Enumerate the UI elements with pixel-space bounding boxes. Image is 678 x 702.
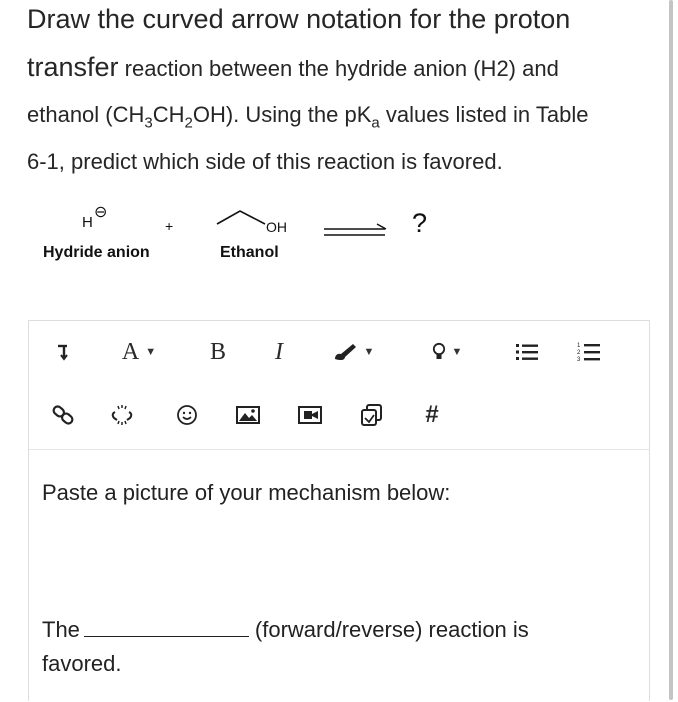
unknown-product-mark: ? xyxy=(412,208,428,238)
ethanol-skeleton-icon xyxy=(215,208,270,228)
italic-label: I xyxy=(275,338,283,365)
numbered-list-icon xyxy=(576,341,602,363)
svg-text:3: 3 xyxy=(577,357,581,363)
question-line-1: Draw the curved arrow notation for the proton xyxy=(27,4,571,34)
answer-line xyxy=(42,617,529,643)
media-icon xyxy=(297,404,323,426)
insert-emoji-button[interactable] xyxy=(173,401,201,429)
scrollbar[interactable] xyxy=(669,0,673,700)
chevron-down-icon: ▼ xyxy=(451,346,463,358)
image-icon xyxy=(235,404,261,426)
emoji-icon xyxy=(176,404,198,426)
lightbulb-icon xyxy=(432,342,446,362)
editor-content-area[interactable] xyxy=(29,449,649,702)
rich-text-editor[interactable] xyxy=(28,320,650,701)
answer-end: favored. xyxy=(42,651,122,676)
numbered-list-button[interactable] xyxy=(575,339,603,365)
paragraph-style-button[interactable] xyxy=(51,339,75,365)
insert-tip-button[interactable] xyxy=(423,339,471,365)
copy-icon xyxy=(359,403,385,427)
question-line-4: 6-1, predict which side of this reaction is favored. xyxy=(27,149,503,174)
svg-text:1: 1 xyxy=(577,343,581,349)
insert-anchor-button[interactable] xyxy=(419,401,445,429)
mechanism-prompt: Paste a picture of your mechanism below: xyxy=(42,480,451,505)
ethanol-label: Ethanol xyxy=(220,244,279,261)
chevron-down-icon: ▼ xyxy=(363,346,375,358)
answer-suffix: (forward/reverse) reaction is xyxy=(254,617,529,642)
highlight-button[interactable] xyxy=(325,339,381,365)
editor-toolbar xyxy=(29,321,649,449)
insert-image-button[interactable] xyxy=(233,401,263,429)
font-color-button[interactable] xyxy=(113,337,165,367)
italic-button[interactable] xyxy=(267,337,291,367)
bulleted-list-button[interactable] xyxy=(513,339,541,365)
insert-link-button[interactable] xyxy=(49,401,77,429)
hydroxyl-label: OH xyxy=(266,219,287,235)
hash-label: # xyxy=(425,401,439,428)
bulleted-list-icon xyxy=(514,342,540,362)
bold-button[interactable] xyxy=(205,337,231,367)
svg-text:2: 2 xyxy=(577,350,581,356)
hydride-anion-label: Hydride anion xyxy=(43,244,150,261)
equilibrium-arrow-icon xyxy=(322,222,390,242)
font-color-label: A xyxy=(121,338,140,365)
copy-button[interactable] xyxy=(357,401,387,429)
question-line-2: transfer reaction between the hydride anion (H2) and xyxy=(27,52,559,82)
negative-charge-icon: ⊖ xyxy=(94,204,108,221)
bold-label: B xyxy=(209,338,226,365)
plus-sign: + xyxy=(165,218,174,234)
link-icon xyxy=(51,404,75,426)
chevron-down-icon: ▼ xyxy=(145,346,157,358)
answer-blank[interactable] xyxy=(84,618,249,637)
hydride-symbol: H xyxy=(82,214,93,231)
answer-prefix: The xyxy=(42,617,80,642)
question-line-3: ethanol $(CH_3CH_2OH)$. Using the $pK_a$ values listed in Table xyxy=(27,102,589,132)
reaction-scheme xyxy=(0,200,660,280)
paragraph-style-icon xyxy=(56,343,70,361)
brush-icon xyxy=(332,342,358,362)
unlink-icon xyxy=(109,404,135,426)
insert-media-button[interactable] xyxy=(295,401,325,429)
remove-link-button[interactable] xyxy=(107,401,137,429)
